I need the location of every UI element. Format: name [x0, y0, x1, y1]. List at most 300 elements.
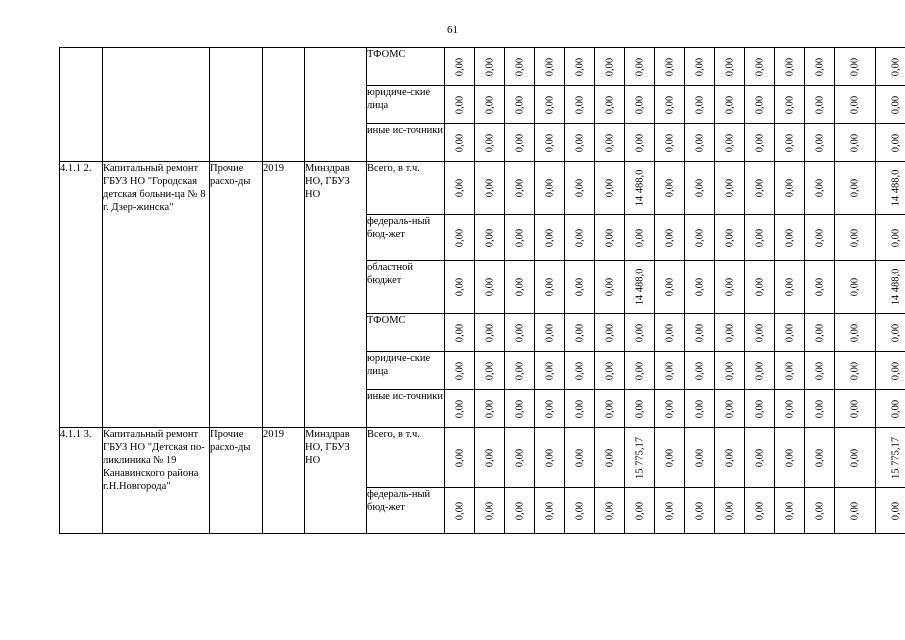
value-cell [655, 428, 685, 488]
funding-source: иные ис-точники [367, 124, 445, 162]
value-text: 0,00 [694, 448, 705, 467]
value-text: 0,00 [514, 57, 525, 76]
value-cell [445, 162, 475, 215]
value-text: 0,00 [849, 178, 861, 198]
value-cell [565, 162, 595, 215]
value-cell [475, 390, 505, 428]
value-cell [715, 390, 745, 428]
value-cell [805, 314, 835, 352]
value-text: 0,00 [754, 228, 765, 247]
value-text: 0,00 [754, 277, 765, 297]
value-text: 0,00 [514, 399, 525, 418]
value-text: 0,00 [454, 133, 465, 152]
value-text: 0,00 [514, 95, 525, 114]
value-text: 0,00 [784, 501, 795, 520]
value-cell [835, 86, 876, 124]
value-text: 0,00 [724, 277, 735, 297]
value-text: 0,00 [454, 95, 465, 114]
value-text: 0,00 [484, 501, 495, 520]
value-text: 0,00 [890, 323, 902, 342]
value-cell [565, 215, 595, 261]
value-cell [565, 352, 595, 390]
value-text: 0,00 [754, 501, 765, 520]
value-cell [805, 488, 835, 534]
value-text: 0,00 [784, 399, 795, 418]
value-cell [445, 488, 475, 534]
value-cell [565, 390, 595, 428]
value-text: 0,00 [604, 501, 615, 520]
value-text: 0,00 [514, 361, 525, 380]
value-cell [655, 261, 685, 314]
value-cell [595, 124, 625, 162]
value-cell [805, 162, 835, 215]
value-cell [535, 488, 565, 534]
value-text: 15 775,17 [890, 436, 902, 479]
value-cell [775, 215, 805, 261]
value-cell [745, 48, 775, 86]
value-cell [715, 86, 745, 124]
value-text: 0,00 [694, 95, 705, 114]
item-year [263, 48, 305, 162]
value-text: 0,00 [754, 178, 765, 198]
value-text: 0,00 [454, 448, 465, 467]
value-text: 0,00 [694, 277, 705, 297]
value-text: 0,00 [664, 501, 675, 520]
value-text: 0,00 [574, 448, 585, 467]
table-row [60, 428, 905, 488]
value-text: 0,00 [890, 501, 902, 520]
value-text: 0,00 [574, 399, 585, 418]
value-text: 0,00 [784, 448, 795, 467]
value-cell [835, 261, 876, 314]
value-text: 0,00 [694, 399, 705, 418]
value-text: 0,00 [664, 133, 675, 152]
value-cell [625, 261, 655, 314]
value-cell [565, 314, 595, 352]
value-cell [535, 162, 565, 215]
value-cell [565, 488, 595, 534]
value-cell [535, 215, 565, 261]
item-year: 2019 [263, 162, 305, 428]
funding-source: юридиче-ские лица [367, 86, 445, 124]
value-cell [505, 162, 535, 215]
value-cell [505, 215, 535, 261]
value-cell [876, 488, 905, 534]
value-text: 0,00 [544, 501, 555, 520]
value-cell [535, 390, 565, 428]
value-cell [835, 488, 876, 534]
value-cell [775, 162, 805, 215]
value-cell [805, 261, 835, 314]
value-cell [595, 352, 625, 390]
value-cell [445, 428, 475, 488]
value-text: 0,00 [724, 448, 735, 467]
value-text: 14 488,0 [634, 268, 645, 306]
value-cell [835, 352, 876, 390]
value-text: 0,00 [514, 501, 525, 520]
value-cell [445, 314, 475, 352]
value-cell [625, 48, 655, 86]
value-text: 0,00 [664, 448, 675, 467]
value-text: 0,00 [574, 95, 585, 114]
item-code: 4.1.1 3. [60, 428, 103, 534]
value-cell [475, 124, 505, 162]
value-text: 0,00 [814, 95, 825, 114]
value-text: 0,00 [814, 361, 825, 380]
value-text: 0,00 [814, 228, 825, 247]
value-cell [745, 390, 775, 428]
value-cell [655, 488, 685, 534]
value-text: 0,00 [484, 361, 495, 380]
value-text: 0,00 [664, 228, 675, 247]
value-cell [805, 86, 835, 124]
value-text: 0,00 [634, 323, 645, 342]
value-text: 14 488,0 [634, 169, 645, 207]
value-text: 0,00 [574, 57, 585, 76]
value-text: 0,00 [754, 95, 765, 114]
value-cell [655, 352, 685, 390]
value-text: 14 488,0 [890, 169, 902, 207]
value-text: 0,00 [604, 228, 615, 247]
value-text: 0,00 [814, 133, 825, 152]
value-cell [595, 488, 625, 534]
value-text: 0,00 [454, 361, 465, 380]
value-cell [685, 215, 715, 261]
value-text: 0,00 [514, 277, 525, 297]
value-cell [535, 124, 565, 162]
value-text: 0,00 [544, 133, 555, 152]
value-cell [715, 488, 745, 534]
value-cell [505, 352, 535, 390]
value-cell [655, 314, 685, 352]
value-text: 0,00 [784, 57, 795, 76]
value-text: 0,00 [724, 57, 735, 76]
value-text: 0,00 [890, 399, 902, 418]
value-cell [595, 86, 625, 124]
value-text: 0,00 [664, 178, 675, 198]
value-cell [685, 124, 715, 162]
value-text: 0,00 [604, 323, 615, 342]
value-cell [876, 215, 905, 261]
value-text: 0,00 [814, 399, 825, 418]
item-executor: Минздрав НО, ГБУЗ НО [305, 162, 367, 428]
value-cell [775, 48, 805, 86]
value-cell [685, 86, 715, 124]
value-text: 0,00 [484, 228, 495, 247]
value-cell [685, 352, 715, 390]
table-row [60, 162, 905, 215]
value-cell [445, 215, 475, 261]
value-text: 0,00 [724, 228, 735, 247]
value-text: 0,00 [754, 323, 765, 342]
value-cell [445, 261, 475, 314]
item-category: Прочие расхо-ды [210, 162, 263, 428]
table-row [60, 48, 905, 86]
value-text: 0,00 [634, 133, 645, 152]
value-cell [685, 428, 715, 488]
value-text: 0,00 [634, 95, 645, 114]
value-text: 0,00 [544, 361, 555, 380]
value-text: 0,00 [604, 133, 615, 152]
value-cell [505, 390, 535, 428]
value-text: 0,00 [890, 133, 902, 152]
value-cell [625, 86, 655, 124]
value-text: 0,00 [849, 277, 861, 297]
value-cell [535, 261, 565, 314]
value-text: 0,00 [604, 57, 615, 76]
value-text: 0,00 [604, 361, 615, 380]
value-text: 0,00 [514, 178, 525, 198]
value-text: 0,00 [814, 448, 825, 467]
funding-source: юридиче-ские лица [367, 352, 445, 390]
value-text: 0,00 [544, 399, 555, 418]
value-text: 15 775,17 [634, 436, 645, 479]
value-cell [595, 390, 625, 428]
value-text: 0,00 [514, 323, 525, 342]
value-cell [475, 162, 505, 215]
value-text: 0,00 [454, 399, 465, 418]
value-text: 0,00 [544, 277, 555, 297]
value-text: 14 488,0 [890, 268, 902, 306]
value-cell [715, 428, 745, 488]
value-text: 0,00 [849, 228, 861, 247]
value-cell [625, 314, 655, 352]
value-cell [775, 314, 805, 352]
value-cell [655, 215, 685, 261]
value-cell [565, 124, 595, 162]
value-cell [445, 86, 475, 124]
value-text: 0,00 [484, 277, 495, 297]
value-cell [876, 124, 905, 162]
value-text: 0,00 [454, 178, 465, 198]
value-cell [535, 352, 565, 390]
value-cell [475, 86, 505, 124]
value-cell [775, 124, 805, 162]
value-cell [876, 428, 905, 488]
value-cell [685, 314, 715, 352]
page-number: 61 [447, 24, 458, 36]
value-cell [655, 86, 685, 124]
value-cell [775, 261, 805, 314]
value-cell [775, 86, 805, 124]
value-cell [775, 428, 805, 488]
value-text: 0,00 [664, 323, 675, 342]
value-cell [595, 314, 625, 352]
value-text: 0,00 [814, 178, 825, 198]
value-cell [715, 215, 745, 261]
value-text: 0,00 [724, 133, 735, 152]
value-text: 0,00 [454, 57, 465, 76]
value-text: 0,00 [604, 399, 615, 418]
funding-source: федераль-ный бюд-жет [367, 488, 445, 534]
value-cell [565, 48, 595, 86]
value-text: 0,00 [634, 399, 645, 418]
value-cell [685, 390, 715, 428]
value-text: 0,00 [574, 323, 585, 342]
value-text: 0,00 [604, 95, 615, 114]
value-text: 0,00 [754, 361, 765, 380]
value-text: 0,00 [849, 361, 861, 380]
value-cell [445, 352, 475, 390]
value-text: 0,00 [544, 57, 555, 76]
value-text: 0,00 [694, 361, 705, 380]
value-cell [505, 488, 535, 534]
item-year: 2019 [263, 428, 305, 534]
value-cell [715, 352, 745, 390]
value-text: 0,00 [849, 501, 861, 520]
value-cell [535, 314, 565, 352]
value-cell [505, 314, 535, 352]
value-text: 0,00 [890, 228, 902, 247]
value-cell [715, 124, 745, 162]
item-code: 4.1.1 2. [60, 162, 103, 428]
value-text: 0,00 [604, 277, 615, 297]
item-name: Капитальный ремонт ГБУЗ НО "Городская детская больни-ца № 8 г. Дзер-жинска" [103, 162, 210, 428]
value-text: 0,00 [694, 133, 705, 152]
value-text: 0,00 [454, 228, 465, 247]
value-cell [745, 162, 775, 215]
value-text: 0,00 [849, 323, 861, 342]
value-cell [805, 48, 835, 86]
value-text: 0,00 [724, 95, 735, 114]
value-text: 0,00 [484, 448, 495, 467]
value-text: 0,00 [664, 57, 675, 76]
value-cell [685, 261, 715, 314]
value-text: 0,00 [849, 95, 861, 114]
value-cell [876, 390, 905, 428]
value-text: 0,00 [484, 178, 495, 198]
item-name: Капитальный ремонт ГБУЗ НО "Детская по-ликлиника № 19 Канавинского района г.Н.Новгорода" [103, 428, 210, 534]
value-text: 0,00 [544, 448, 555, 467]
value-text: 0,00 [664, 277, 675, 297]
value-cell [745, 261, 775, 314]
value-text: 0,00 [664, 399, 675, 418]
value-text: 0,00 [784, 178, 795, 198]
value-text: 0,00 [664, 361, 675, 380]
value-cell [745, 215, 775, 261]
value-cell [685, 162, 715, 215]
value-text: 0,00 [784, 95, 795, 114]
value-text: 0,00 [784, 133, 795, 152]
item-category: Прочие расхо-ды [210, 428, 263, 534]
value-cell [805, 215, 835, 261]
value-cell [685, 48, 715, 86]
value-text: 0,00 [724, 323, 735, 342]
value-cell [876, 162, 905, 215]
value-cell [876, 86, 905, 124]
value-cell [505, 261, 535, 314]
value-text: 0,00 [694, 501, 705, 520]
value-cell [535, 428, 565, 488]
budget-table [59, 47, 905, 534]
value-cell [595, 215, 625, 261]
value-text: 0,00 [544, 95, 555, 114]
value-cell [745, 428, 775, 488]
value-text: 0,00 [890, 361, 902, 380]
value-text: 0,00 [814, 57, 825, 76]
value-text: 0,00 [454, 277, 465, 297]
value-text: 0,00 [724, 399, 735, 418]
value-cell [715, 48, 745, 86]
value-text: 0,00 [784, 277, 795, 297]
value-text: 0,00 [694, 57, 705, 76]
value-cell [715, 261, 745, 314]
value-cell [475, 215, 505, 261]
value-text: 0,00 [574, 228, 585, 247]
value-text: 0,00 [814, 277, 825, 297]
value-text: 0,00 [604, 448, 615, 467]
value-cell [715, 162, 745, 215]
value-text: 0,00 [634, 228, 645, 247]
value-cell [835, 390, 876, 428]
item-category [210, 48, 263, 162]
value-text: 0,00 [754, 57, 765, 76]
value-cell [745, 314, 775, 352]
value-cell [835, 48, 876, 86]
value-text: 0,00 [454, 323, 465, 342]
value-text: 0,00 [454, 501, 465, 520]
value-cell [595, 261, 625, 314]
value-cell [565, 86, 595, 124]
value-text: 0,00 [694, 178, 705, 198]
value-cell [835, 215, 876, 261]
value-cell [475, 261, 505, 314]
value-text: 0,00 [634, 57, 645, 76]
value-text: 0,00 [849, 399, 861, 418]
value-cell [625, 124, 655, 162]
value-cell [835, 124, 876, 162]
value-text: 0,00 [574, 501, 585, 520]
item-executor [305, 48, 367, 162]
value-text: 0,00 [484, 133, 495, 152]
funding-source: Всего, в т.ч. [367, 162, 445, 215]
value-cell [655, 48, 685, 86]
value-cell [876, 261, 905, 314]
value-text: 0,00 [784, 361, 795, 380]
item-code [60, 48, 103, 162]
value-cell [625, 215, 655, 261]
value-cell [625, 390, 655, 428]
value-text: 0,00 [484, 399, 495, 418]
value-cell [835, 162, 876, 215]
value-cell [805, 124, 835, 162]
value-cell [775, 352, 805, 390]
value-cell [625, 162, 655, 215]
value-cell [745, 86, 775, 124]
value-cell [625, 428, 655, 488]
value-text: 0,00 [814, 323, 825, 342]
value-cell [505, 48, 535, 86]
value-cell [595, 48, 625, 86]
value-text: 0,00 [514, 133, 525, 152]
value-cell [745, 124, 775, 162]
value-text: 0,00 [784, 228, 795, 247]
value-text: 0,00 [814, 501, 825, 520]
value-cell [535, 86, 565, 124]
value-text: 0,00 [484, 323, 495, 342]
value-cell [775, 390, 805, 428]
item-executor: Минздрав НО, ГБУЗ НО [305, 428, 367, 534]
value-cell [445, 124, 475, 162]
value-text: 0,00 [544, 178, 555, 198]
value-cell [475, 48, 505, 86]
value-cell [835, 314, 876, 352]
value-text: 0,00 [664, 95, 675, 114]
value-text: 0,00 [604, 178, 615, 198]
value-cell [745, 488, 775, 534]
value-cell [535, 48, 565, 86]
value-cell [505, 124, 535, 162]
